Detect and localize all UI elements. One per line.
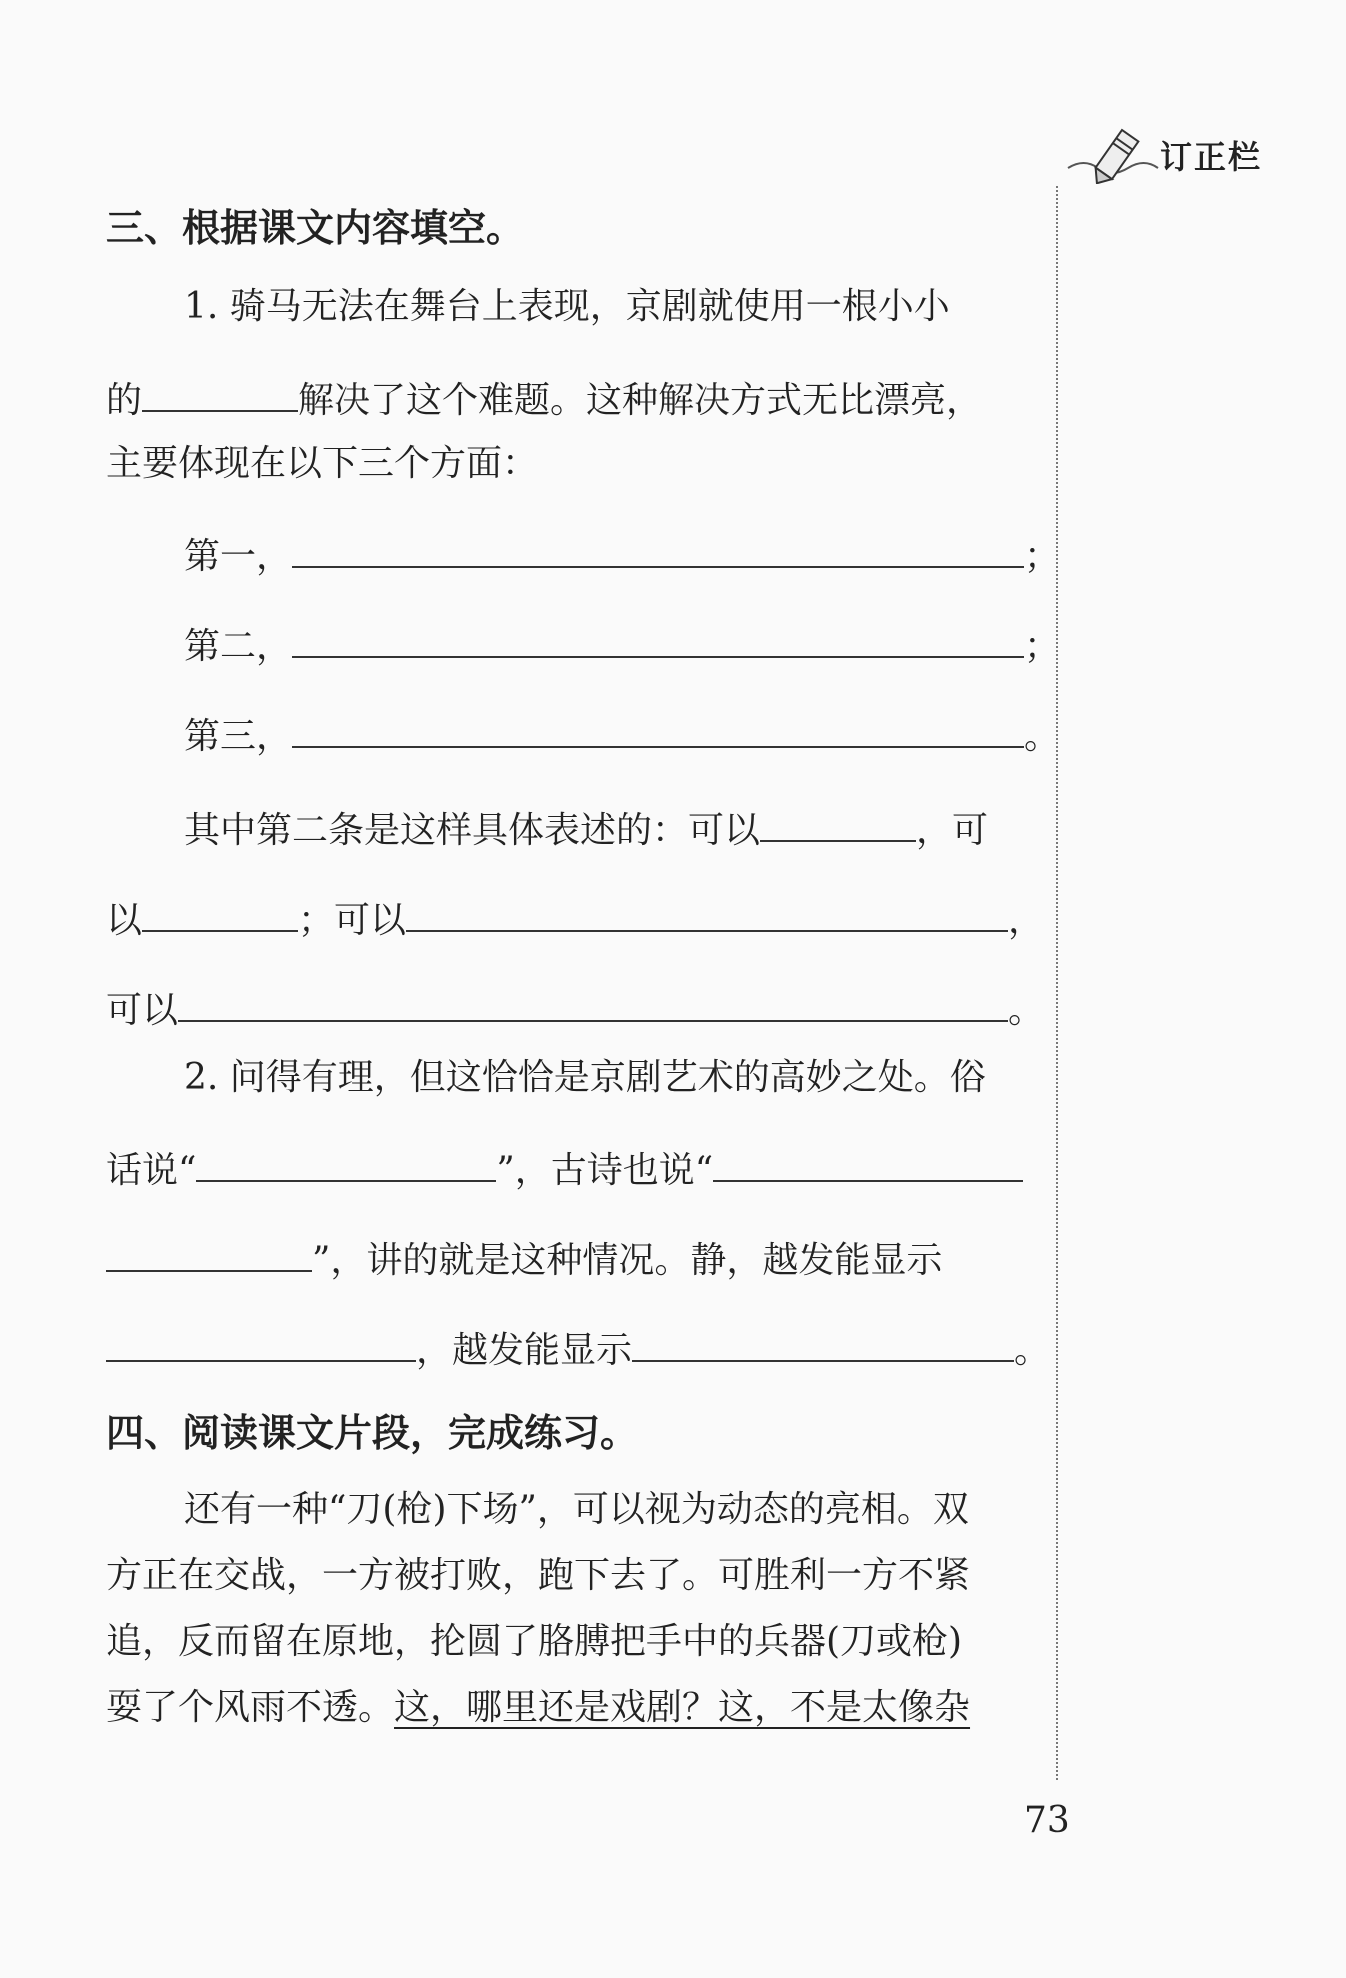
detail-f: 可以 bbox=[106, 990, 179, 1031]
q1-detail-line1 bbox=[184, 806, 1114, 853]
detail-a: 其中第二条是这样具体表述的：可以 bbox=[184, 810, 761, 851]
q1-first bbox=[184, 532, 1114, 579]
q1-line3: 主要体现在以下三个方面： bbox=[106, 443, 539, 484]
q1-line2-a: 的 bbox=[106, 380, 143, 421]
q1-line2-b: 解决了这个难题。这种解决方式无比漂亮， bbox=[298, 380, 983, 421]
detail-c: 以 bbox=[106, 900, 143, 941]
q2-line4 bbox=[106, 1326, 1051, 1373]
blank-quiet-2[interactable] bbox=[632, 1326, 1014, 1362]
first-label: 第一， bbox=[184, 536, 293, 577]
blank-poem-1[interactable] bbox=[713, 1146, 1023, 1182]
q1-detail-line3 bbox=[106, 986, 1045, 1033]
blank-poem-2[interactable] bbox=[106, 1236, 312, 1272]
blank-detail-3[interactable] bbox=[406, 896, 1008, 932]
blank-detail-2[interactable] bbox=[142, 896, 298, 932]
q2-line2 bbox=[106, 1146, 1036, 1193]
passage-line4-a: 耍了个风雨不透。 bbox=[106, 1687, 395, 1728]
section4-heading: 四、阅读课文片段，完成练习。 bbox=[106, 1411, 639, 1455]
blank-detail-1[interactable] bbox=[760, 806, 916, 842]
section3-heading: 三、根据课文内容填空。 bbox=[106, 206, 525, 250]
q2-line2-b: ”，古诗也说“ bbox=[496, 1150, 714, 1191]
q2-line3-a: ”，讲的就是这种情况。静，越发能显示 bbox=[312, 1240, 943, 1281]
blank-third[interactable] bbox=[292, 712, 1024, 748]
passage-line4 bbox=[106, 1686, 1036, 1730]
q1-second bbox=[184, 622, 1114, 669]
blank-detail-4[interactable] bbox=[178, 986, 1008, 1022]
q2-line1: 2. 问得有理，但这恰恰是京剧艺术的高妙之处。俗 bbox=[184, 1057, 986, 1098]
second-label: 第二， bbox=[184, 626, 293, 667]
q1-line2 bbox=[106, 376, 1036, 423]
third-label: 第三， bbox=[184, 716, 293, 757]
page-number: 73 bbox=[1024, 1800, 1070, 1841]
q2-line3 bbox=[106, 1236, 1036, 1283]
q2-line4-a: ，越发能显示 bbox=[416, 1330, 633, 1371]
passage-underlined-sentence: 这，哪里还是戏剧？这，不是太像杂 bbox=[394, 1687, 971, 1728]
blank-first[interactable] bbox=[292, 532, 1024, 568]
blank-quiet-1[interactable] bbox=[106, 1326, 416, 1362]
second-semicolon: ； bbox=[1024, 626, 1061, 667]
q1-third bbox=[184, 712, 1114, 759]
correction-column-title: 订正栏 bbox=[1160, 138, 1263, 176]
blank-proverb[interactable] bbox=[196, 1146, 496, 1182]
detail-d: ；可以 bbox=[298, 900, 407, 941]
detail-b: ，可 bbox=[916, 810, 989, 851]
blank-second[interactable] bbox=[292, 622, 1024, 658]
q2-line2-a: 话说“ bbox=[106, 1150, 197, 1191]
first-semicolon: ； bbox=[1024, 536, 1061, 577]
detail-e: ， bbox=[1008, 900, 1045, 941]
passage-line2: 方正在交战，一方被打败，跑下去了。可胜利一方不紧 bbox=[106, 1555, 971, 1596]
passage-line3: 追，反而留在原地，抡圆了胳膊把手中的兵器(刀或枪) bbox=[106, 1621, 963, 1662]
detail-g: 。 bbox=[1008, 990, 1045, 1031]
blank-tool[interactable] bbox=[142, 376, 298, 412]
correction-divider bbox=[1056, 186, 1058, 1780]
third-period: 。 bbox=[1024, 716, 1061, 757]
q1-line1: 1. 骑马无法在舞台上表现，京剧就使用一根小小 bbox=[184, 286, 950, 327]
q1-detail-line2 bbox=[106, 896, 1045, 943]
q2-line4-b: 。 bbox=[1014, 1330, 1051, 1371]
passage-line1: 还有一种“刀(枪)下场”，可以视为动态的亮相。双 bbox=[184, 1489, 969, 1530]
